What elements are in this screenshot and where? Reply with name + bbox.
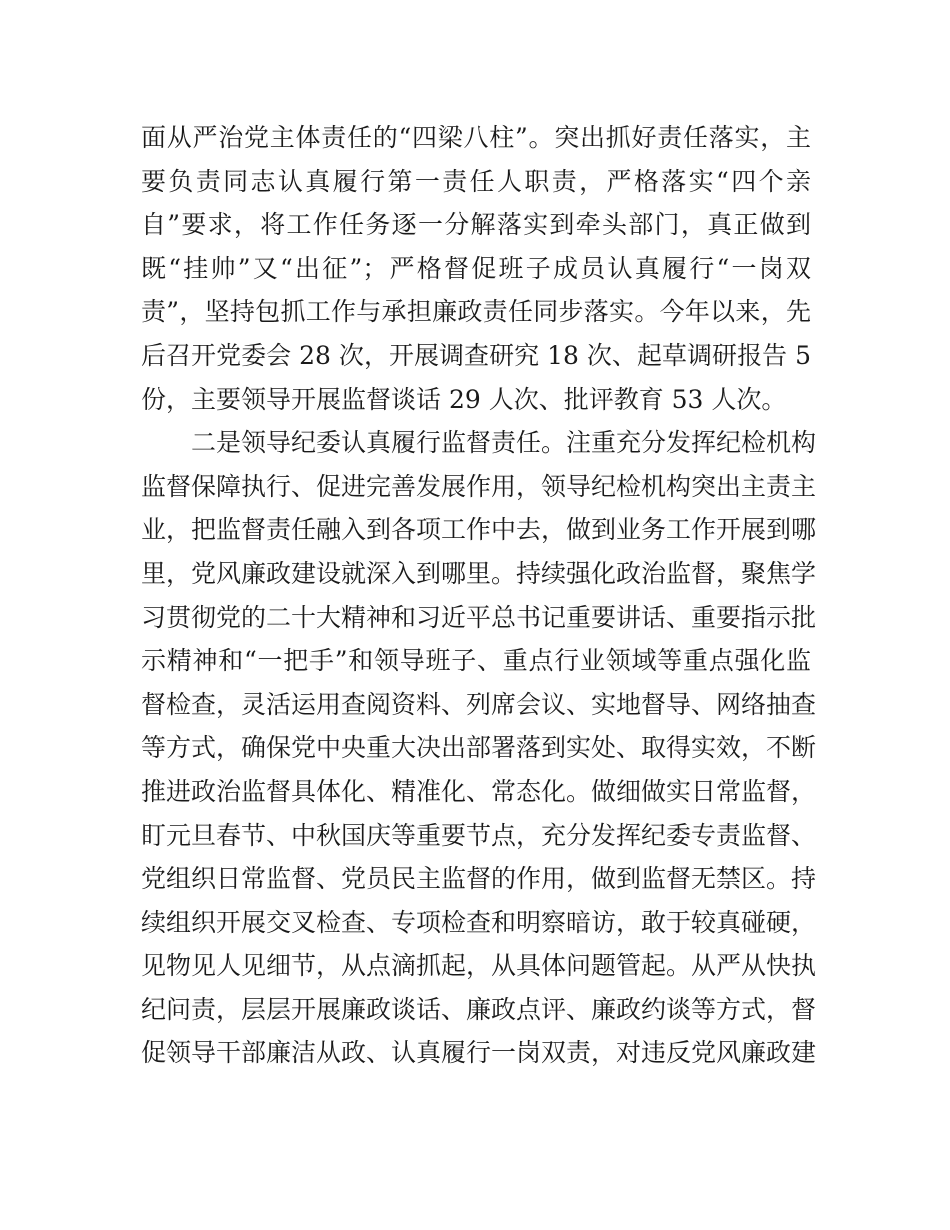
text-line: 后召开党委会 28 次，开展调查研究 18 次、起草调研报告 5 (141, 340, 811, 370)
text-line: 见物见人见细节，从点滴抓起，从具体问题管起。从严从快执 (141, 951, 817, 981)
text-line: 份，主要领导开展监督谈话 29 人次、批评教育 53 人次。 (141, 384, 787, 414)
text-line: 续组织开展交叉检查、专项检查和明察暗访，敢于较真碰硬， (141, 907, 817, 937)
text-line: 责”，坚持包抓工作与承担廉政责任同步落实。今年以来，先 (141, 297, 811, 327)
text-line: 面从严治党主体责任的“四梁八柱”。突出抓好责任落实，主 (141, 123, 811, 152)
text-line: 二是领导纪委认真履行监督责任。注重充分发挥纪检机构 (191, 428, 817, 458)
text-line: 业，把监督责任融入到各项工作中去，做到业务工作开展到哪 (141, 515, 817, 545)
text-line: 要负责同志认真履行第一责任人职责，严格落实“四个亲 (141, 166, 811, 196)
text-line: 监督保障执行、促进完善发展作用，领导纪检机构突出主责主 (141, 471, 817, 501)
text-line: 既“挂帅”又“出征”；严格督促班子成员认真履行“一岗双 (141, 253, 811, 283)
text-line: 盯元旦春节、中秋国庆等重要节点，充分发挥纪委专责监督、 (141, 820, 817, 850)
paragraph-1 (141, 116, 811, 421)
text-line: 等方式，确保党中央重大决出部署落到实处、取得实效，不断 (141, 733, 817, 763)
paragraph-2 (141, 421, 817, 1075)
text-line: 督检查，灵活运用查阅资料、列席会议、实地督导、网络抽查 (141, 689, 817, 719)
text-line: 推进政治监督具体化、精准化、常态化。做细做实日常监督， (141, 776, 817, 806)
text-line: 里，党风廉政建设就深入到哪里。持续强化政治监督，聚焦学 (141, 558, 817, 588)
text-line: 党组织日常监督、党员民主监督的作用，做到监督无禁区。持 (141, 864, 817, 894)
text-line: 习贯彻党的二十大精神和习近平总书记重要讲话、重要指示批 (141, 602, 817, 632)
text-line: 自”要求，将工作任务逐一分解落实到牵头部门，真正做到 (141, 210, 811, 240)
text-line: 促领导干部廉洁从政、认真履行一岗双责，对违反党风廉政建 (141, 1038, 817, 1068)
document-body (141, 116, 817, 1075)
text-line: 示精神和“一把手”和领导班子、重点行业领域等重点强化监 (141, 646, 811, 676)
text-line: 纪问责，层层开展廉政谈话、廉政点评、廉政约谈等方式，督 (141, 994, 817, 1024)
